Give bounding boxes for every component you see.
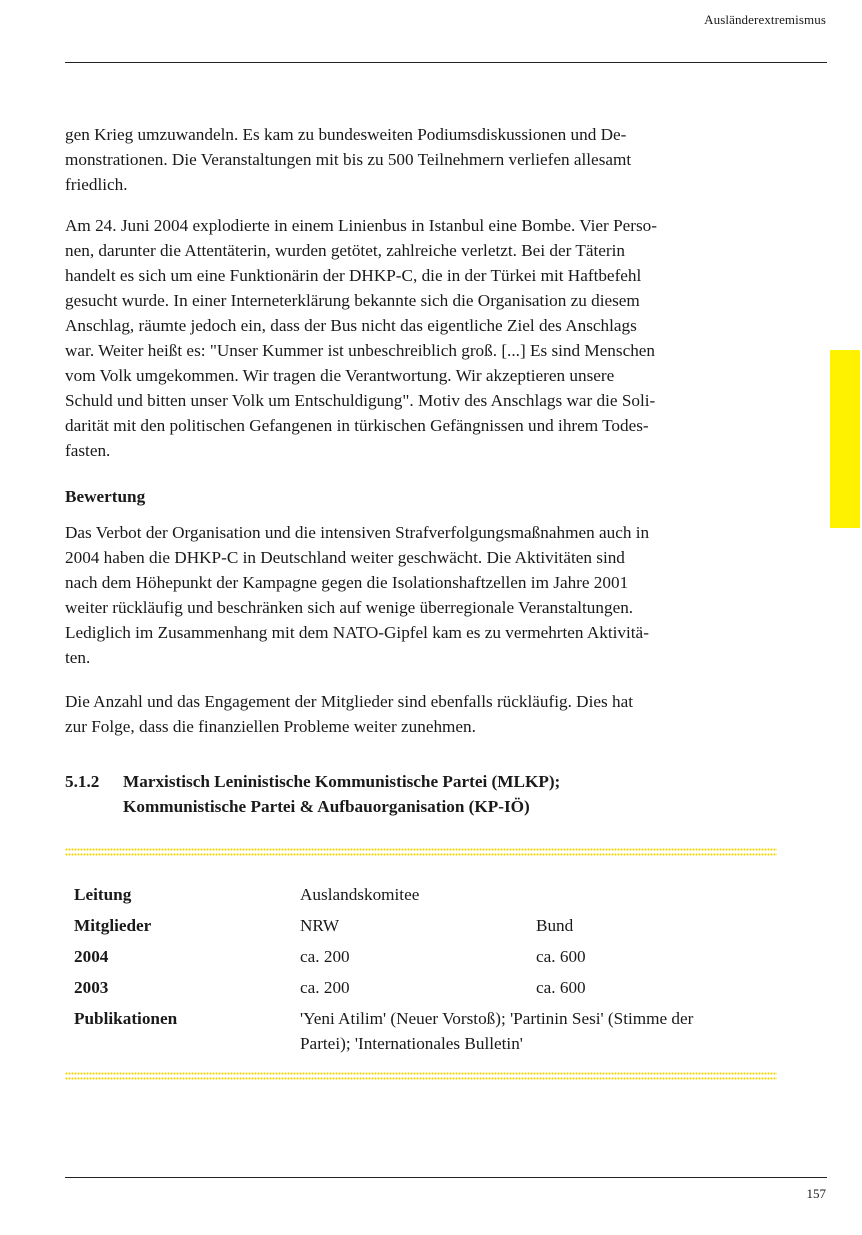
- header-rule: [65, 62, 827, 63]
- text-line: zur Folge, dass die finanziellen Probleme weiter zunehmen.: [65, 717, 476, 736]
- section-title-line: Marxistisch Leninistische Kommunistische Partei (MLKP);: [123, 772, 561, 791]
- text-line: monstrationen. Die Veranstaltungen mit bis zu 500 Teilnehmern verliefen allesamt: [65, 150, 632, 169]
- paragraph-2: [65, 213, 775, 463]
- text-line: Lediglich im Zusammenhang mit dem NATO-Gipfel kam es zu vermehrten Aktivitä-: [65, 623, 649, 642]
- bund-value: ca. 600: [536, 978, 586, 997]
- text-line: gesucht wurde. In einer Interneterklärung bekannte sich die Organisation zu diesem: [65, 291, 640, 310]
- text-line: weiter rückläufig und beschränken sich auf wenige überregionale Veranstaltungen.: [65, 598, 634, 617]
- chapter-marker-tab: [830, 350, 860, 528]
- column-header-nrw: NRW: [300, 916, 340, 935]
- text-line: vom Volk umgekommen. Wir tragen die Verantwortung. Wir akzeptieren unsere: [65, 366, 615, 385]
- row-label: Leitung: [74, 885, 132, 904]
- paragraph-3: [65, 520, 775, 670]
- row-label: 2004: [74, 947, 109, 966]
- dotted-divider: [65, 848, 777, 851]
- paragraph-1: [65, 122, 775, 197]
- text-line: Am 24. Juni 2004 explodierte in einem Linienbus in Istanbul eine Bombe. Vier Perso-: [65, 216, 657, 235]
- text-line: darität mit den politischen Gefangenen in türkischen Gefängnissen und ihrem Todes-: [65, 416, 649, 435]
- row-value: Auslandskomitee: [300, 885, 420, 904]
- section-title: [123, 769, 783, 819]
- bewertung-heading: Bewertung: [65, 487, 146, 506]
- text-line: Schuld und bitten unser Volk um Entschuldigung". Motiv des Anschlags war die Soli-: [65, 391, 656, 410]
- text-line: Die Anzahl und das Engagement der Mitglieder sind ebenfalls rückläufig. Dies hat: [65, 692, 633, 711]
- page-number: 157: [806, 1186, 826, 1201]
- dotted-divider: [65, 1077, 777, 1080]
- text-line: friedlich.: [65, 175, 128, 194]
- text-line: nen, darunter die Attentäterin, wurden getötet, zahlreiche verletzt. Bei der Täterin: [65, 241, 625, 260]
- text-line: nach dem Höhepunkt der Kampagne gegen die Isolationshaftzellen im Jahre 2001: [65, 573, 629, 592]
- text-line: Partei); 'Internationales Bulletin': [300, 1034, 523, 1053]
- row-label: 2003: [74, 978, 109, 997]
- paragraph-4: [65, 689, 775, 739]
- text-line: handelt es sich um eine Funktionärin der DHKP-C, die in der Türkei mit Haftbefehl: [65, 266, 642, 285]
- dotted-divider: [65, 853, 777, 856]
- section-title-line: Kommunistische Partei & Aufbauorganisation (KP-IÖ): [123, 797, 530, 816]
- text-line: Das Verbot der Organisation und die intensiven Strafverfolgungsmaßnahmen auch in: [65, 523, 650, 542]
- text-line: gen Krieg umzuwandeln. Es kam zu bundesweiten Podiumsdiskussionen und De-: [65, 125, 627, 144]
- nrw-value: ca. 200: [300, 947, 350, 966]
- publications-value: [300, 1006, 780, 1056]
- dotted-divider: [65, 1072, 777, 1075]
- nrw-value: ca. 200: [300, 978, 350, 997]
- row-label: Mitglieder: [74, 916, 152, 935]
- column-header-bund: Bund: [536, 916, 574, 935]
- text-line: war. Weiter heißt es: "Unser Kummer ist unbeschreiblich groß. [...] Es sind Menschen: [65, 341, 656, 360]
- running-header-title: Ausländerextremismus: [704, 12, 826, 27]
- row-label: Publikationen: [74, 1009, 178, 1028]
- footer-rule: [65, 1177, 827, 1178]
- text-line: Anschlag, räumte jedoch ein, dass der Bus nicht das eigentliche Ziel des Anschlags: [65, 316, 637, 335]
- text-line: fasten.: [65, 441, 111, 460]
- bund-value: ca. 600: [536, 947, 586, 966]
- text-line: ten.: [65, 648, 91, 667]
- section-number: 5.1.2: [65, 772, 100, 791]
- text-line: 'Yeni Atilim' (Neuer Vorstoß); 'Partinin Sesi' (Stimme der: [300, 1009, 694, 1028]
- text-line: 2004 haben die DHKP-C in Deutschland weiter geschwächt. Die Aktivitäten sind: [65, 548, 625, 567]
